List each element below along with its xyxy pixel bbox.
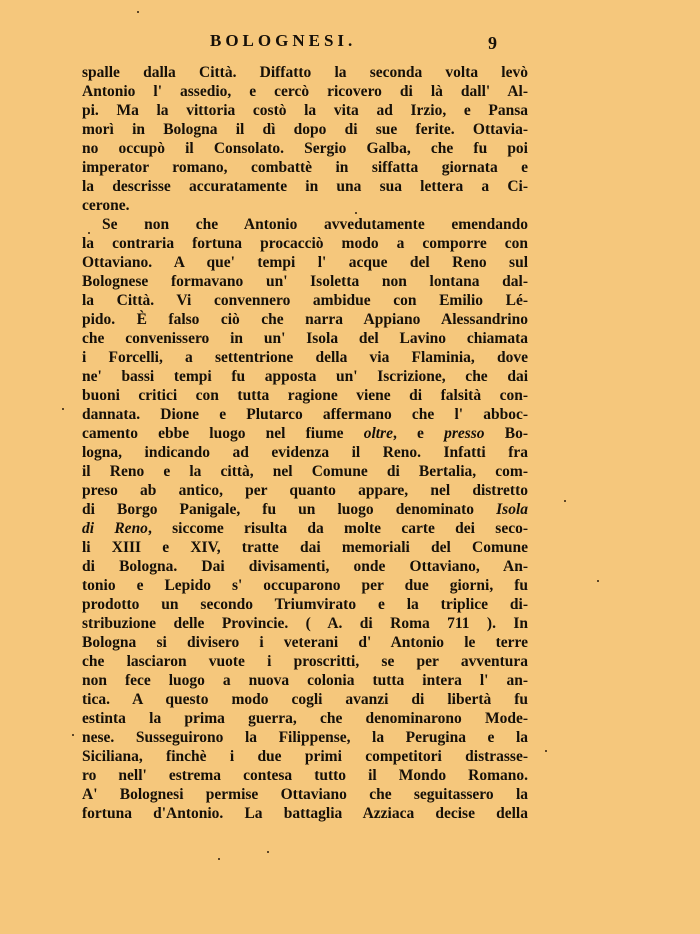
page-number: 9 [488,33,497,53]
text-line: A' Bolognesi permise Ottaviano che seguitassero la [82,786,528,803]
text-line: Antonio l' assedio, e cercò ricovero di là dall' Al- [82,83,528,100]
print-speck [597,580,599,582]
print-speck [62,408,64,410]
line-segment: camento ebbe luogo nel fiume [82,425,364,442]
text-line: tonio e Lepido s' occuparono per due giorni, fu [82,577,528,594]
text-line: dannata. Dione e Plutarco affermano che l' abboc- [82,406,528,423]
text-line: la Città. Vi convennero ambidue con Emilio Lé- [82,292,528,309]
text-line: preso ab antico, per quanto appare, nel distretto [82,482,528,499]
print-speck [137,11,139,13]
body-text [82,63,528,823]
text-line: estinta la prima guerra, che denominarono Mode- [82,710,528,727]
print-speck [545,750,547,752]
text-line: buoni critici con tutta ragione viene di falsità con- [82,387,528,404]
text-line: logna, indicando ad evidenza il Reno. Infatti fra [82,444,528,461]
print-speck [72,734,74,736]
print-speck [88,232,90,234]
text-line: fortuna d'Antonio. La battaglia Azziaca decise della [82,805,528,822]
line-segment: di Borgo Panigale, fu un luogo denominato [82,501,497,518]
italic-word: di Reno [82,520,148,537]
text-line: nese. Susseguirono la Filippense, la Perugina e la [82,729,528,746]
print-speck [355,212,357,214]
print-speck [218,858,220,860]
text-line: li XIII e XIV, tratte dai memoriali del Comune [82,539,528,556]
print-speck [267,851,269,853]
paragraph-start-line: Se non che Antonio avvedutamente emendando [102,216,528,233]
text-line: pi. Ma la vittoria costò la vita ad Irzio, e Pansa [82,102,528,119]
line-segment: , e [392,425,445,442]
text-line: Siciliana, finchè i due primi competitori distrasse- [82,748,528,765]
text-line: imperator romano, combattè in siffatta giornata e [82,159,528,176]
text-line: prodotto un secondo Triumvirato e la triplice di- [82,596,528,613]
running-head: BOLOGNESI. [210,31,357,50]
text-line: la descrisse accuratamente in una sua lettera a Ci- [82,178,528,195]
text-line-with-italics [82,519,528,538]
text-line: la contraria fortuna procacciò modo a comporre con [82,235,528,252]
text-line: morì in Bologna il dì dopo di sue ferite. Ottavia- [82,121,528,138]
text-line: il Reno e la città, nel Comune di Bertalia, com- [82,463,528,480]
line-segment: , siccome risulta da molte carte dei seco- [147,520,528,537]
text-line: spalle dalla Città. Diffatto la seconda volta levò [82,64,528,81]
text-line: Ottaviano. A que' tempi l' acque del Reno sul [82,254,528,271]
italic-word: Isola [496,501,528,518]
text-line: che lasciaron vuote i proscritti, se per avventura [82,653,528,670]
text-line: ro nell' estrema contesa tutto il Mondo Romano. [82,767,528,784]
text-line-with-italics [82,424,528,443]
text-line: tica. A questo modo cogli avanzi di libertà fu [82,691,528,708]
text-line: di Bologna. Dai divisamenti, onde Ottaviano, An- [82,558,528,575]
text-line: no occupò il Consolato. Sergio Galba, che fu poi [82,140,528,157]
print-speck [564,500,566,502]
line-segment: Bo- [484,425,528,442]
text-line: Bologna si divisero i veterani d' Antonio le terre [82,634,528,651]
page-header [0,30,700,54]
italic-word: presso [444,425,485,442]
text-line: che convenissero in un' Isola del Lavino chiamata [82,330,528,347]
text-line: ne' bassi tempi fu apposta un' Iscrizione, che dai [82,368,528,385]
text-line: Bolognese formavano un' Isoletta non lontana dal- [82,273,528,290]
italic-word: oltre [363,425,393,442]
text-line: stribuzione delle Provincie. ( A. di Roma 711 ). In [82,615,528,632]
text-line: i Forcelli, a settentrione della via Flaminia, dove [82,349,528,366]
text-line: pido. È falso ciò che narra Appiano Alessandrino [82,311,528,328]
text-line: non fece luogo a nuova colonia tutta intera l' an- [82,672,528,689]
text-line: cerone. [82,197,130,214]
text-line-with-italics [82,500,528,519]
